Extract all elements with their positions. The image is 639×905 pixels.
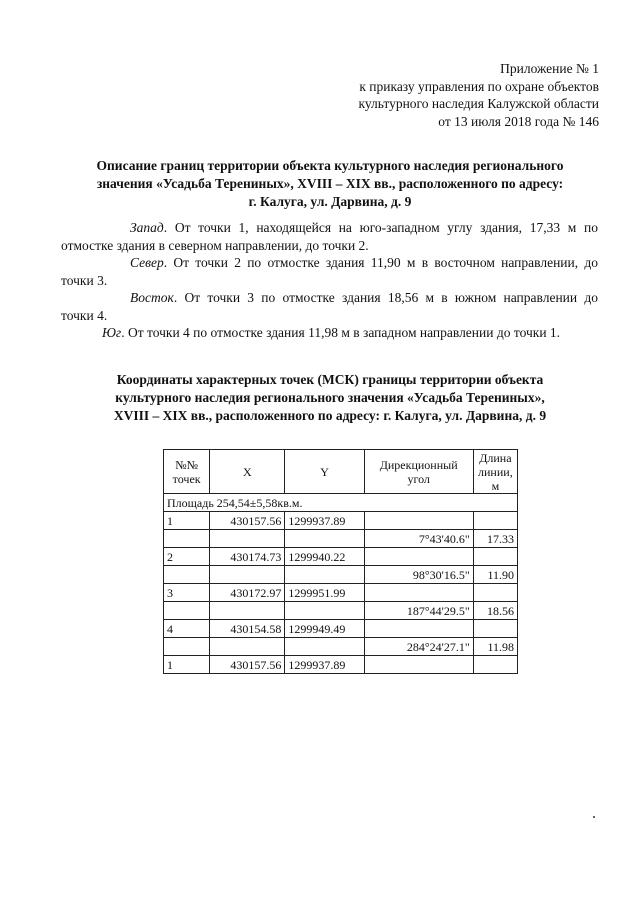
header-line-length-line-2: линии, [478, 464, 513, 479]
empty-cell [473, 656, 517, 674]
point-number: 3 [164, 584, 210, 602]
empty-cell [364, 620, 473, 638]
segment-length: 11.90 [473, 566, 517, 584]
boundary-north-text-1: . От точки 2 по отмостке здания 11,90 м в восточном направлении, до [163, 255, 598, 270]
segment-length: 18.56 [473, 602, 517, 620]
empty-cell [210, 602, 285, 620]
coordinates-table [163, 449, 518, 674]
boundary-west-label: Запад [130, 220, 164, 235]
coordinates-title [60, 371, 600, 425]
empty-cell [364, 548, 473, 566]
boundary-north-text-2: точки 3. [61, 272, 108, 288]
empty-cell [164, 566, 210, 584]
appendix-header [358, 60, 599, 130]
boundary-west [61, 219, 598, 254]
appendix-authority-line: культурного наследия Калужской области [358, 96, 599, 111]
header-point-number-line-2: точек [172, 471, 201, 486]
empty-cell [473, 584, 517, 602]
header-line-length-line-1: Длина [479, 450, 512, 465]
boundary-east-text-2: точки 4. [61, 307, 108, 323]
segment-angle: 187°44'29.5" [364, 602, 473, 620]
boundary-north [61, 254, 598, 289]
empty-cell [164, 602, 210, 620]
empty-cell [473, 548, 517, 566]
boundary-east-label: Восток [130, 290, 174, 305]
header-direction-angle-line-1: Дирекционный [379, 457, 458, 472]
header-line-length [473, 450, 517, 494]
boundary-east [61, 289, 598, 324]
header-point-number [164, 450, 210, 494]
empty-cell [364, 656, 473, 674]
header-y: Y [285, 450, 364, 494]
table-row [164, 584, 518, 602]
empty-cell [364, 584, 473, 602]
table-row [164, 548, 518, 566]
empty-cell [285, 566, 364, 584]
description-title-line-3: г. Калуга, ул. Дарвина, д. 9 [248, 194, 412, 209]
point-number: 1 [164, 656, 210, 674]
empty-cell [285, 602, 364, 620]
appendix-date-line: от 13 июля 2018 года № 146 [438, 113, 599, 129]
empty-cell [210, 638, 285, 656]
table-row [164, 512, 518, 530]
coordinates-title-line-1: Координаты характерных точек (МСК) границы территории объекта [116, 372, 544, 387]
point-number: 1 [164, 512, 210, 530]
page-speck [593, 816, 595, 818]
description-title [60, 157, 600, 211]
segment-length: 11.98 [473, 638, 517, 656]
boundary-south-label: Юг [102, 325, 122, 340]
header-direction-angle [364, 450, 473, 494]
empty-cell [285, 638, 364, 656]
boundary-north-label: Север [130, 255, 164, 270]
table-header-row [164, 450, 518, 494]
segment-length: 17.33 [473, 530, 517, 548]
empty-cell [364, 512, 473, 530]
boundary-west-text-1: . От точки 1, находящейся на юго-западном углу здания, 17,33 м по [163, 220, 598, 235]
point-y: 1299937.89 [285, 512, 364, 530]
point-number: 2 [164, 548, 210, 566]
point-number: 4 [164, 620, 210, 638]
boundary-south-text-1: . От точки 4 по отмостке здания 11,98 м в западном направлении до точки 1. [121, 325, 561, 340]
header-x: X [210, 450, 285, 494]
area-row [164, 494, 518, 512]
empty-cell [210, 566, 285, 584]
point-x: 430157.56 [210, 656, 285, 674]
coordinates-title-line-2: культурного наследия регионального значения «Усадьба Терениных», [115, 390, 545, 405]
header-direction-angle-line-2: угол [407, 471, 430, 486]
point-x: 430174.73 [210, 548, 285, 566]
empty-cell [285, 530, 364, 548]
boundary-south [92, 324, 598, 342]
segment-angle: 7°43'40.6" [364, 530, 473, 548]
empty-cell [164, 530, 210, 548]
point-x: 430157.56 [210, 512, 285, 530]
point-y: 1299949.49 [285, 620, 364, 638]
table-row [164, 620, 518, 638]
point-y: 1299951.99 [285, 584, 364, 602]
table-row [164, 530, 518, 548]
table-row [164, 602, 518, 620]
segment-angle: 98°30'16.5" [364, 566, 473, 584]
empty-cell [473, 620, 517, 638]
description-title-line-1: Описание границ территории объекта культурного наследия регионального [96, 158, 564, 173]
boundary-east-text-1: . От точки 3 по отмостке здания 18,56 м в южном направлении до [173, 290, 598, 305]
area-value: Площадь 254,54±5,58кв.м. [164, 494, 518, 512]
coordinates-title-line-3: XVIII – XIX вв., расположенного по адресу: г. Калуга, ул. Дарвина, д. 9 [113, 408, 547, 423]
table-row [164, 638, 518, 656]
description-title-line-2: значения «Усадьба Терениных», XVIII – XIX вв., расположенного по адресу: [96, 176, 564, 191]
point-y: 1299940.22 [285, 548, 364, 566]
point-x: 430172.97 [210, 584, 285, 602]
empty-cell [164, 638, 210, 656]
empty-cell [473, 512, 517, 530]
appendix-title: Приложение № 1 [500, 61, 599, 76]
appendix-order-line: к приказу управления по охране объектов [359, 78, 599, 94]
table-row [164, 566, 518, 584]
empty-cell [210, 530, 285, 548]
segment-angle: 284°24'27.1" [364, 638, 473, 656]
point-x: 430154.58 [210, 620, 285, 638]
table-row [164, 656, 518, 674]
boundary-west-text-2: отмостке здания в северном направлении, до точки 2. [61, 237, 369, 253]
point-y: 1299937.89 [285, 656, 364, 674]
header-point-number-line-1: №№ [175, 457, 199, 472]
header-line-length-line-3: м [491, 478, 500, 493]
boundary-description [61, 219, 598, 342]
